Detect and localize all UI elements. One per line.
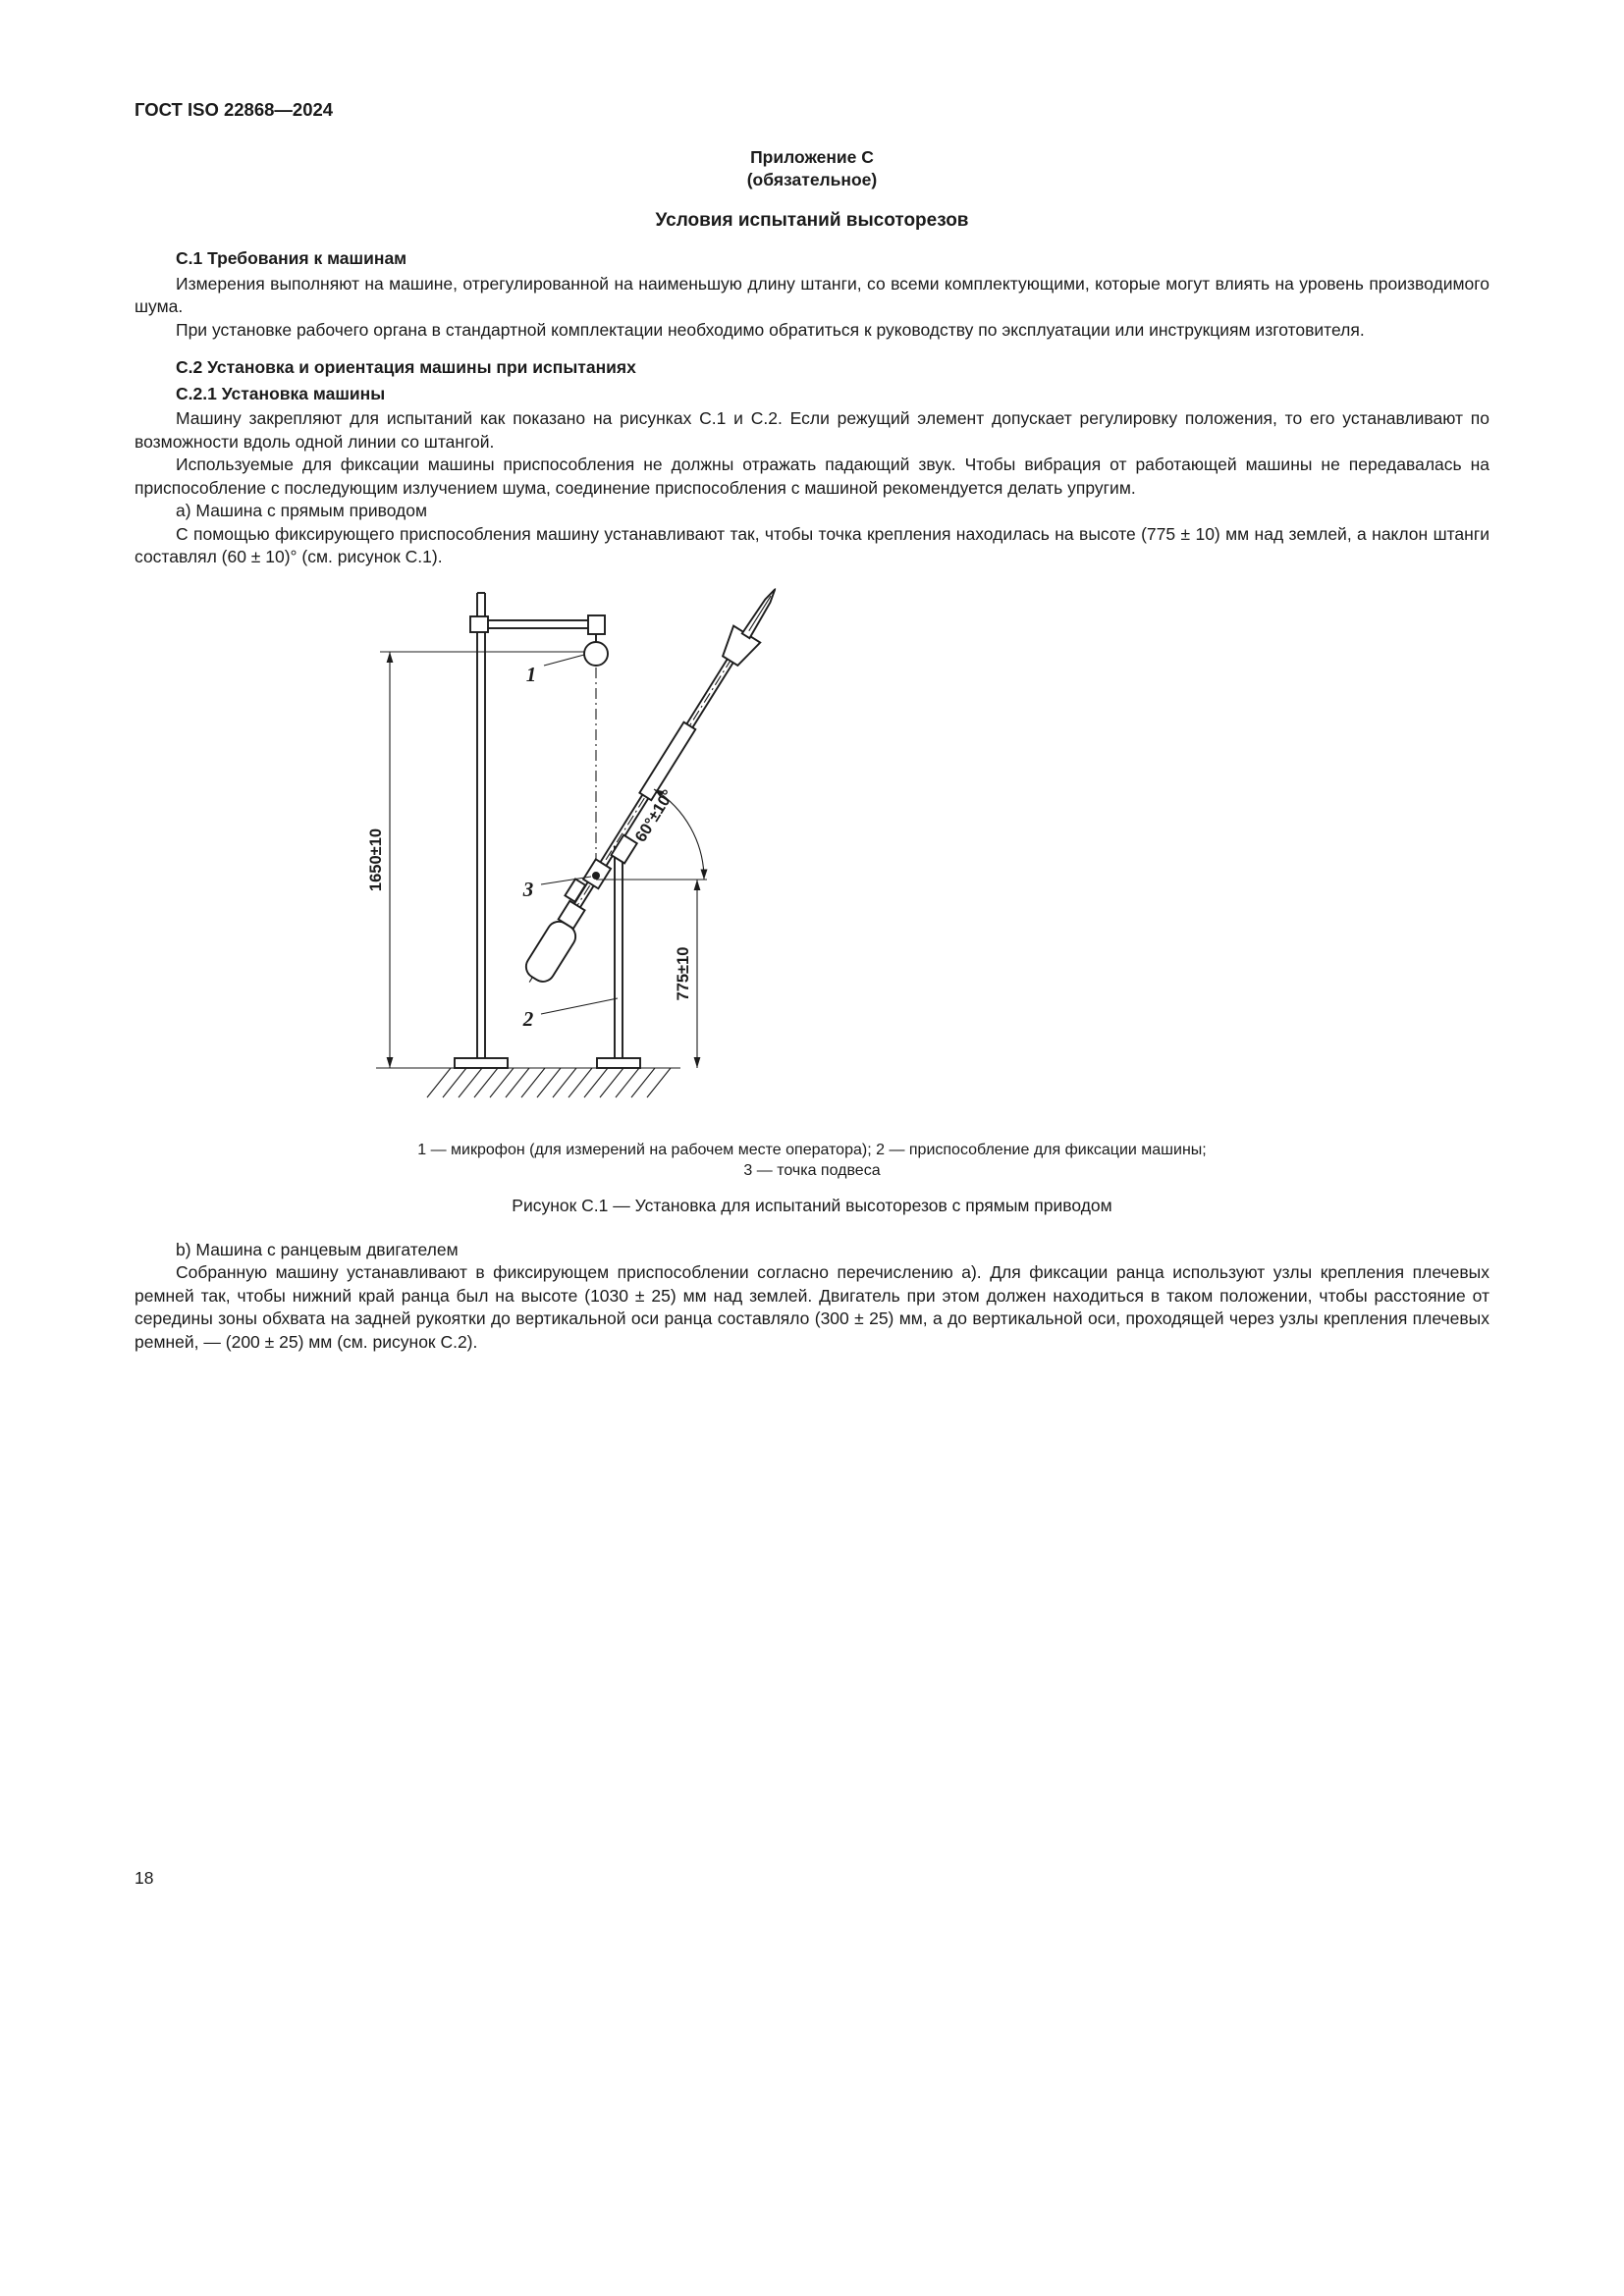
dimension-mount-label: 775±10: [675, 946, 692, 1000]
suspension-point: [592, 872, 600, 880]
label-microphone: 1: [525, 662, 537, 686]
paragraph: Собранную машину устанавливают в фиксирующем приспособлении согласно перечислению а). Для фиксации ранца используют узлы крепления плечевых ремней так, чтобы нижний край ранца был на высоте (1030 ± 25) мм над землей. Двигатель при этом должен находиться в таком положении, чтобы расстояние от середины зоны обхвата на задней рукоятки до вертикальной оси ранца составляло (300 ± 25) мм, а до вертикальной оси, проходящей через узлы крепления плечевых ремней, — (200 ± 25) мм (см. рисунок С.2).: [135, 1262, 1489, 1352]
section-c21-heading: С.2.1 Установка машины: [176, 383, 386, 403]
page-number: 18: [135, 1868, 154, 1888]
appendix-label: Приложение С: [750, 147, 874, 167]
figure-c1: [368, 585, 781, 1125]
section-c2-heading: С.2 Установка и ориентация машины при испытаниях: [176, 357, 636, 377]
figure-title: Рисунок С.1 — Установка для испытаний высоторезов с прямым приводом: [512, 1195, 1112, 1215]
appendix-status: (обязательное): [746, 170, 878, 189]
label-fixture: 2: [522, 1006, 534, 1031]
figure-caption: [135, 1140, 1489, 1182]
shaft-coupling: [639, 721, 695, 800]
label-pivot: 3: [522, 877, 534, 901]
figure-caption-line1: 1 — микрофон (для измерений на рабочем месте оператора); 2 — приспособление для фиксации машины;: [417, 1141, 1207, 1158]
paragraph: Машину закрепляют для испытаний как показано на рисунках С.1 и С.2. Если режущий элемент допускает регулировку положения, то его устанавливают по возможности вдоль одной линии со штангой.: [135, 408, 1489, 452]
figure-caption-line2: 3 — точка подвеса: [743, 1162, 881, 1179]
paragraph: Используемые для фиксации машины приспособления не должны отражать падающий звук. Чтобы вибрация от работающей машины не передавалась на приспособление с последующим излучением шума, соединение приспособления с машиной рекомендуется делать упругим.: [135, 454, 1489, 498]
dimension-angle-label: 60°±10°: [631, 786, 678, 845]
section-c1-heading: С.1 Требования к машинам: [176, 248, 407, 268]
paragraph: Измерения выполняют на машине, отрегулированной на наименьшую длину штанги, со всеми комплектующими, которые могут влиять на уровень производимого шума.: [135, 273, 1489, 316]
paragraph: С помощью фиксирующего приспособления машину устанавливают так, чтобы точка крепления находилась на высоте (775 ± 10) мм над землей, а наклон штанги составлял (60 ± 10)° (см. рисунок С.1).: [135, 523, 1489, 566]
pole-saw: [516, 585, 781, 991]
dimension-height: [368, 652, 393, 1068]
list-item-b: b) Машина с ранцевым двигателем: [176, 1239, 459, 1259]
microphone-icon: [584, 642, 608, 666]
stand-post: [455, 593, 508, 1068]
appendix-title: Условия испытаний высоторезов: [655, 210, 969, 231]
dimension-height-label: 1650±10: [368, 828, 385, 891]
running-header: ГОСТ ISO 22868—2024: [135, 99, 334, 120]
test-rig-diagram: [368, 585, 781, 1120]
paragraph: При установке рабочего органа в стандартной комплектации необходимо обратиться к руководству по эксплуатации или инструкциям изготовителя.: [176, 319, 1365, 340]
microphone-arm: [470, 615, 605, 642]
ground-hatching: [427, 1068, 671, 1097]
dimension-mount-height: [675, 880, 700, 1068]
list-item-a: а) Машина с прямым приводом: [176, 501, 428, 520]
